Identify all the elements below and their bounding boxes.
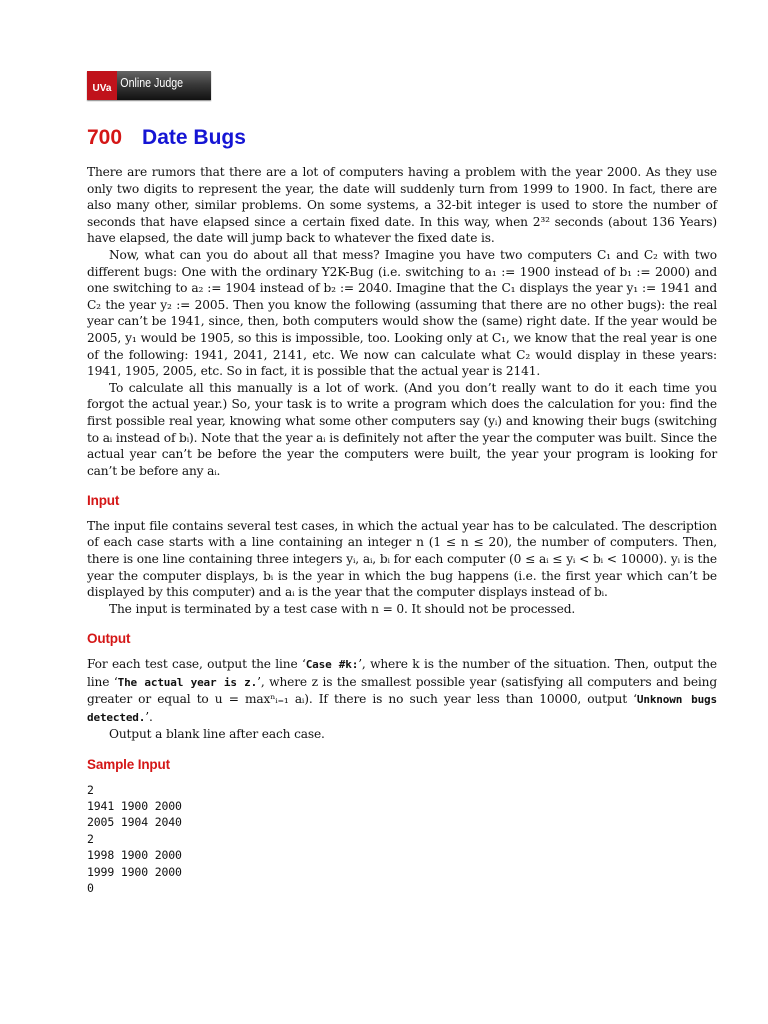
problem-name: Date Bugs bbox=[142, 126, 246, 149]
intro-paragraph-1: There are rumors that there are a lot of computers having a problem with the year 2000. As they use only two digits to represent the year, the date will suddenly turn from 1999 to 1900. In fact, there are also many other, similar problems. On some systems, a 32-bit integer is used to store the number of seconds that have elapsed since a certain fixed date. In this way, when 2³² seconds (about 136 Years) have elapsed, the date will jump back to whatever the fixed date is. bbox=[87, 165, 717, 246]
problem-number: 700 bbox=[87, 126, 123, 149]
output-heading: Output bbox=[87, 631, 131, 647]
year-format-code: The actual year is z. bbox=[117, 675, 258, 689]
input-paragraph-2: The input is terminated by a test case with n = 0. It should not be processed. bbox=[109, 601, 576, 616]
logo-name: Online Judge bbox=[120, 75, 184, 90]
input-heading: Input bbox=[87, 493, 120, 509]
output-paragraph-1 bbox=[87, 656, 717, 726]
uva-online-judge-logo bbox=[87, 71, 211, 100]
input-paragraph-1: The input file contains several test cases, in which the actual year has to be calculated. The description of each case starts with a line containing an integer n (1 ≤ n ≤ 20), the number of computers. Then, there is one line containing three integers yᵢ, aᵢ, bᵢ for each computer (0 ≤ aᵢ ≤ yᵢ < bᵢ < 10000). yᵢ is the year the computer displays, bᵢ is the year in which the bug happens (i.e. the first year which can’t be displayed by this computer) and aᵢ is the year that the computer displays instead of bᵢ. bbox=[87, 518, 717, 600]
intro-paragraph-2: Now, what can you do about all that mess? Imagine you have two computers C₁ and C₂ with two different bugs: One with the ordinary Y2K-Bug (i.e. switching to a₁ := 1900 instead of b₁ := 2000) and one switching to a₂ := 1904 instead of b₂ := 2040. Imagine that the C₁ displays the year y₁ := 1941 and C₂ the year y₂ := 2005. Then you know the following (assuming that there are no other bugs): the real year can’t be 1941, since, then, both computers would show the (same) right date. If the year would be 2005, y₁ would be 1905, so this is impossible, too. Looking only at C₁, we know that the real year is one of the following: 1941, 2041, 2141, etc. We now can calculate what C₂ would display in these years: 1941, 1905, 2005, etc. So in fact, it is possible that the actual year is 2141. bbox=[87, 247, 717, 379]
unknown-format-code: Unknown bugs detected. bbox=[87, 693, 718, 724]
intro-paragraph-3: To calculate all this manually is a lot of work. (And you don’t really want to do it each time you forgot the actual year.) So, your task is to write a program which does the calculation for you: find the first possible real year, knowing what some other computers say (yᵢ) and knowing their bugs (switching to aᵢ instead of bᵢ). Note that the year aᵢ is definitely not after the year the computer was built. Since the actual year can’t be before the year the computers were built, the year your program is looking for can’t be before any aᵢ. bbox=[87, 380, 717, 478]
output-text-b: ’, where k is the number of the situation. Then, output the line ‘ bbox=[87, 657, 717, 689]
problem-statement bbox=[87, 164, 717, 896]
output-paragraph-2: Output a blank line after each case. bbox=[109, 727, 325, 742]
sample-input-heading: Sample Input bbox=[87, 757, 170, 772]
sample-input-block: 2 1941 1900 2000 2005 1904 2040 2 1998 1900 2000 1999 1900 2000 0 bbox=[87, 782, 182, 896]
case-format-code: Case #k: bbox=[305, 658, 359, 672]
problem-title bbox=[87, 126, 246, 150]
logo-badge: UVa bbox=[87, 71, 117, 100]
output-text-d: ’. bbox=[145, 709, 153, 724]
output-text-a: For each test case, output the line ‘ bbox=[87, 657, 306, 672]
output-text-c: ’, where z is the smallest possible year (satisfying all computers and being greater or equal to u = maxⁿᵢ₌₁ aᵢ). If there is no such year less than 10000, output ‘ bbox=[87, 674, 717, 707]
